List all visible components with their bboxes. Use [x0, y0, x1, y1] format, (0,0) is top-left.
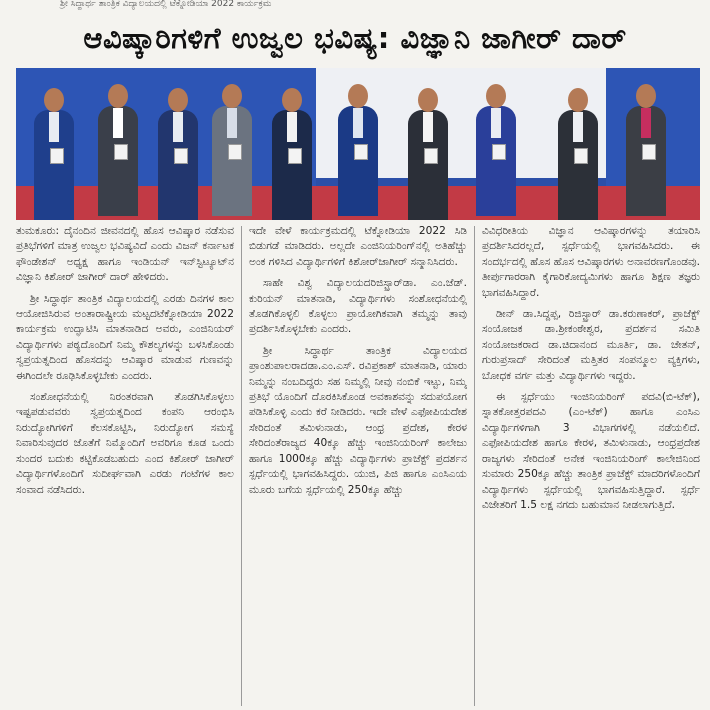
paragraph: ಡೀನ್ ಡಾ.ಸಿದ್ದಪ್ಪ, ರಿಜಿಸ್ಟ್ರಾರ್ ಡಾ.ಕರುಣಾಕರ್, ಪ್ರಾಜೆಕ್ಟ್ ಸಂಯೋಜಕ ಡಾ.ಶ್ರೀಕಂಠೇಶ್ವರ, ಪ್ರದರ್ಶನ ಸಮಿತಿ ಸಂಯೋಜಕರಾದ ಡಾ.ಚಿದಾನಂದ ಮೂರ್ತಿ, ಡಾ. ಚೇತನ್, ಗುರುಪ್ರಸಾದ್ ಸೇರಿದಂತೆ ಮತ್ತಿತರ ಸಂಪನ್ಮೂಲ ವ್ಯಕ್ತಿಗಳು, ಬೋಧಕ ವರ್ಗ ಮತ್ತು ವಿದ್ಯಾರ್ಥಿಗಳು ಇದ್ದರು.: [482, 308, 700, 382]
article-column-3: [482, 224, 700, 710]
article-body: [16, 224, 700, 710]
headline: ಆವಿಷ್ಕಾರಿಗಳಿಗೆ ಉಜ್ವಲ ಭವಿಷ್ಯ: ವಿಜ್ಞಾನಿ ಜಾಗೀರ್ ದಾರ್: [83, 21, 627, 55]
paragraph: ತುಮಕೂರು: ದೈನಂದಿನ ಜೀವನದಲ್ಲಿ ಹೊಸ ಆವಿಷ್ಕಾರ ನಡೆಸುವ ಪ್ರತಿಭೆಗಳಿಗೆ ಮಾತ್ರ ಉಜ್ವಲ ಭವಿಷ್ಯವಿದೆ ಎಂದು ವಿಜನ್ ಕರ್ನಾಟಕ ಫೌಂಡೇಶನ್ ಅಧ್ಯಕ್ಷ ಹಾಗೂ ಇಂಡಿಯನ್ ಇನ್‌ಸ್ಟಿಟ್ಯೂಟ್‌ನ ವಿಜ್ಞಾನಿ ಕಿಶೋರ್ ಜಾಗೀರ್ ದಾರ್ ಹೇಳಿದರು.: [16, 225, 234, 284]
paragraph: ವಿವಿಧರೀತಿಯ ವಿಜ್ಞಾನ ಆವಿಷ್ಕಾರಗಳನ್ನು ತಯಾರಿಸಿ ಪ್ರದರ್ಶಿಸಿದರಲ್ಲದೆ, ಸ್ಪರ್ಧೆಯಲ್ಲಿ ಭಾಗವಹಿಸಿದರು. ಈ ಸಂದರ್ಭದಲ್ಲಿ ಹೊಸ ಹೊಸ ಆವಿಷ್ಕಾರಗಳು ಅನಾವರಣಗೊಂಡವು. ತೀರ್ಪುಗಾರರಾಗಿ ಕೈಗಾರಿಕೋದ್ಯಮಿಗಳು ಹಾಗೂ ಶಿಕ್ಷಣ ತಜ್ಞರು ಭಾಗವಹಿಸಿದ್ದಾರೆ.: [482, 225, 700, 299]
article-column-2: [249, 224, 467, 710]
paragraph: ಸಂಶೋಧನೆಯಲ್ಲಿ ನಿರಂತರವಾಗಿ ತೊಡಗಿಸಿಕೊಳ್ಳಲು ಇಷ್ಟಪಡುವವರು ಸ್ವಪ್ರಯತ್ನದಿಂದ ಕಂಪನಿ ಆರಂಭಿಸಿ ನಿರುದ್ಯೋಗಿಗಳಿಗೆ ಕೆಲಸಕೊಟ್ಟಿಸಿ, ನಿರುದ್ಯೋಗ ಸಮಸ್ಯೆ ನಿವಾರಿಸುವುದರ ಜೊತೆಗೆ ನಿಮ್ಮೊಂದಿಗೆ ಅವರಿಗೂ ಕೂಡ ಒಂದು ಸುಂದರ ಬದುಕು ಕಟ್ಟಿಕೊಡಬಹುದು ಎಂದ ಕಿಶೋರ್ ಜಾಗೀರ್ ವಿದ್ಯಾರ್ಥಿಗಳೊಂದಿಗೆ ಸುದೀರ್ಘವಾಗಿ ಎರಡು ಗಂಟೆಗಳ ಕಾಲ ಸಂವಾದ ನಡೆಸಿದರು.: [16, 391, 234, 496]
paragraph: ಶ್ರೀ ಸಿದ್ಧಾರ್ಥ ತಾಂತ್ರಿಕ ವಿದ್ಯಾಲಯದಲ್ಲಿ ಎರಡು ದಿನಗಳ ಕಾಲ ಆಯೋಜಿಸಿರುವ ಅಂತಾರಾಷ್ಟ್ರೀಯ ಮಟ್ಟದಟೆಕ್ನೋಡಿಯಾ 2022 ಕಾರ್ಯಕ್ರಮ ಉದ್ಘಾಟಿಸಿ ಮಾತನಾಡಿದ ಅವರು, ಎಂಜಿನಿಯರ್ ವಿದ್ಯಾರ್ಥಿಗಳು ಪಠ್ಯದೊಂದಿಗೆ ನಿಮ್ಮ ಕೌಶಲ್ಯಗಳನ್ನು ಬಳಸಿಕೊಂಡು ಸ್ವಪ್ರಯತ್ನದಿಂದ ಹೊಸದನ್ನು ಆವಿಷ್ಕಾರ ಮಾಡುವ ಗುಣವನ್ನು ಈಗಿಂದಲೇ ರೂಢಿಸಿಕೊಳ್ಳಬೇಕು ಎಂದರು.: [16, 292, 234, 382]
paragraph: ಇದೇ ವೇಳೆ ಕಾರ್ಯಕ್ರಮದಲ್ಲಿ ಟೆಕ್ನೋಡಿಯಾ 2022 ಸಿಡಿ ಬಿಡುಗಡೆ ಮಾಡಿದರು. ಅಲ್ಲದೇ ಎಂಜಿನಿಯರಿಂಗ್‌ನಲ್ಲಿ ಅತಿಹೆಚ್ಚು ಅಂಕ ಗಳಿಸಿದ ವಿದ್ಯಾರ್ಥಿಗಳಿಗೆ ಕಿಶೋರ್‌ಜಾಗೀರ್ ಸನ್ಮಾನಿಸಿದರು.: [249, 225, 467, 268]
paragraph: ಈ ಸ್ಪರ್ಧೆಯು ಇಂಜಿನಿಯರಿಂಗ್ ಪದವಿ(ಬಿ-ಟೆಕ್), ಸ್ನಾತಕೋತ್ತರಪದವಿ (ಎಂ-ಟೆಕ್) ಹಾಗೂ ಎಂಸಿಎ ವಿದ್ಯಾರ್ಥಿಗಳಿಗಾಗಿ 3 ವಿಭಾಗಗಳಲ್ಲಿ ನಡೆಯಲಿದೆ. ಎಫೋಪಿಯದೇಶ ಹಾಗೂ ಕೇರಳ, ತಮಿಳುನಾಡು, ಆಂಧ್ರಪ್ರದೇಶ ರಾಜ್ಯಗಳು ಸೇರಿದಂತೆ ಅನೇಕ ಇಂಜಿನಿಯರಿಂಗ್ ಕಾಲೇಜಿನಿಂದ ಸುಮಾರು 250ಕ್ಕೂ ಹೆಚ್ಚು ತಾಂತ್ರಿಕ ಪ್ರಾಜೆಕ್ಟ್ ಮಾದರಿಗಳೊಂದಿಗೆ ವಿದ್ಯಾರ್ಥಿಗಳು ಸ್ಪರ್ಧೆಯಲ್ಲಿ ಭಾಗವಹಿಸುತ್ತಿದ್ದಾರೆ. ಸ್ಪರ್ಧೆ ವಿಜೇತರಿಗೆ 1.5 ಲಕ್ಷ ನಗದು ಬಹುಮಾನ ನೀಡಲಾಗುತ್ತಿದೆ.: [482, 391, 700, 511]
article-column-1: [16, 224, 234, 710]
top-strip-text: ಶ್ರೀ ಸಿದ್ಧಾರ್ಥ ತಾಂತ್ರಿಕ ವಿದ್ಯಾಲಯದಲ್ಲಿ ಟೆಕ್ನೋಡಿಯಾ 2022 ಕಾರ್ಯಕ್ರಮ: [60, 0, 272, 9]
event-photo: [16, 68, 700, 220]
paragraph: ಶ್ರೀ ಸಿದ್ಧಾರ್ಥ ತಾಂತ್ರಿಕ ವಿದ್ಯಾಲಯದ ಪ್ರಾಂಶುಪಾಲರಾದಡಾ.ಎಂ.ಎಸ್. ರವಿಪ್ರಕಾಶ್ ಮಾತನಾಡಿ, ಯಾರು ನಿಮ್ಮನ್ನು ನಂಬದಿದ್ದರು ಸಹ ನಿಮ್ಮಲ್ಲಿ ನೀವು ನಂಬಿಕೆ ಇಟ್ಟು, ನಿಮ್ಮ ಪ್ರತಿಭೆ ಯೊಂದಿಗೆ ದೊರಕಿಸಿಕೊಂಡ ಅವಕಾಶವನ್ನು ಸದುಪಯೋಗ ಪಡಿಸಿಕೊಳ್ಳಿ ಎಂದು ಕರೆ ನೀಡಿದರು. ಇದೇ ವೇಳೆ ಎಫೋಪಿಯದೇಶ ಸೇರಿದಂತೆ ತಮಿಳುನಾಡು, ಆಂಧ್ರ ಪ್ರದೇಶ, ಕೇರಳ ಸೇರಿದಂತೆರಾಜ್ಯದ 40ಕ್ಕೂ ಹೆಚ್ಚು ಇಂಜಿನಿಯರಿಂಗ್ ಕಾಲೇಜು ಹಾಗೂ 1000ಕ್ಕೂ ಹೆಚ್ಚು ವಿದ್ಯಾರ್ಥಿಗಳು ಪ್ರಾಜೆಕ್ಟ್ ಪ್ರದರ್ಶನ ಸ್ಪರ್ಧೆಯಲ್ಲಿ ಭಾಗವಹಿಸಿದ್ದರು. ಯುಜಿ, ಪಿಜಿ ಹಾಗೂ ಎಂಸಿಎಯ ಮೂರು ಬಗೆಯ ಸ್ಪರ್ಧೆಯಲ್ಲಿ 250ಕ್ಕೂ ಹೆಚ್ಚು: [249, 344, 467, 496]
paragraph: ಸಾಹೇ ವಿಶ್ವ ವಿದ್ಯಾಲಯದರಿಜಿಸ್ಟ್ರಾರ್‌ಡಾ. ಎಂ.ಜೆಡ್. ಕುರಿಯನ್ ಮಾತನಾಡಿ, ವಿದ್ಯಾರ್ಥಿಗಳು ಸಂಶೋಧನೆಯಲ್ಲಿ ತೊಡಗಿಕೊಳ್ಳಲಿ ಕೊಳ್ಳಲು ಪ್ರಾಯೋಗಿಕವಾಗಿ ತಮ್ಮನ್ನು ತಾವು ಪ್ರದರ್ಶಿಸಿಕೊಳ್ಳಬೇಕು ಎಂದರು.: [249, 277, 467, 336]
